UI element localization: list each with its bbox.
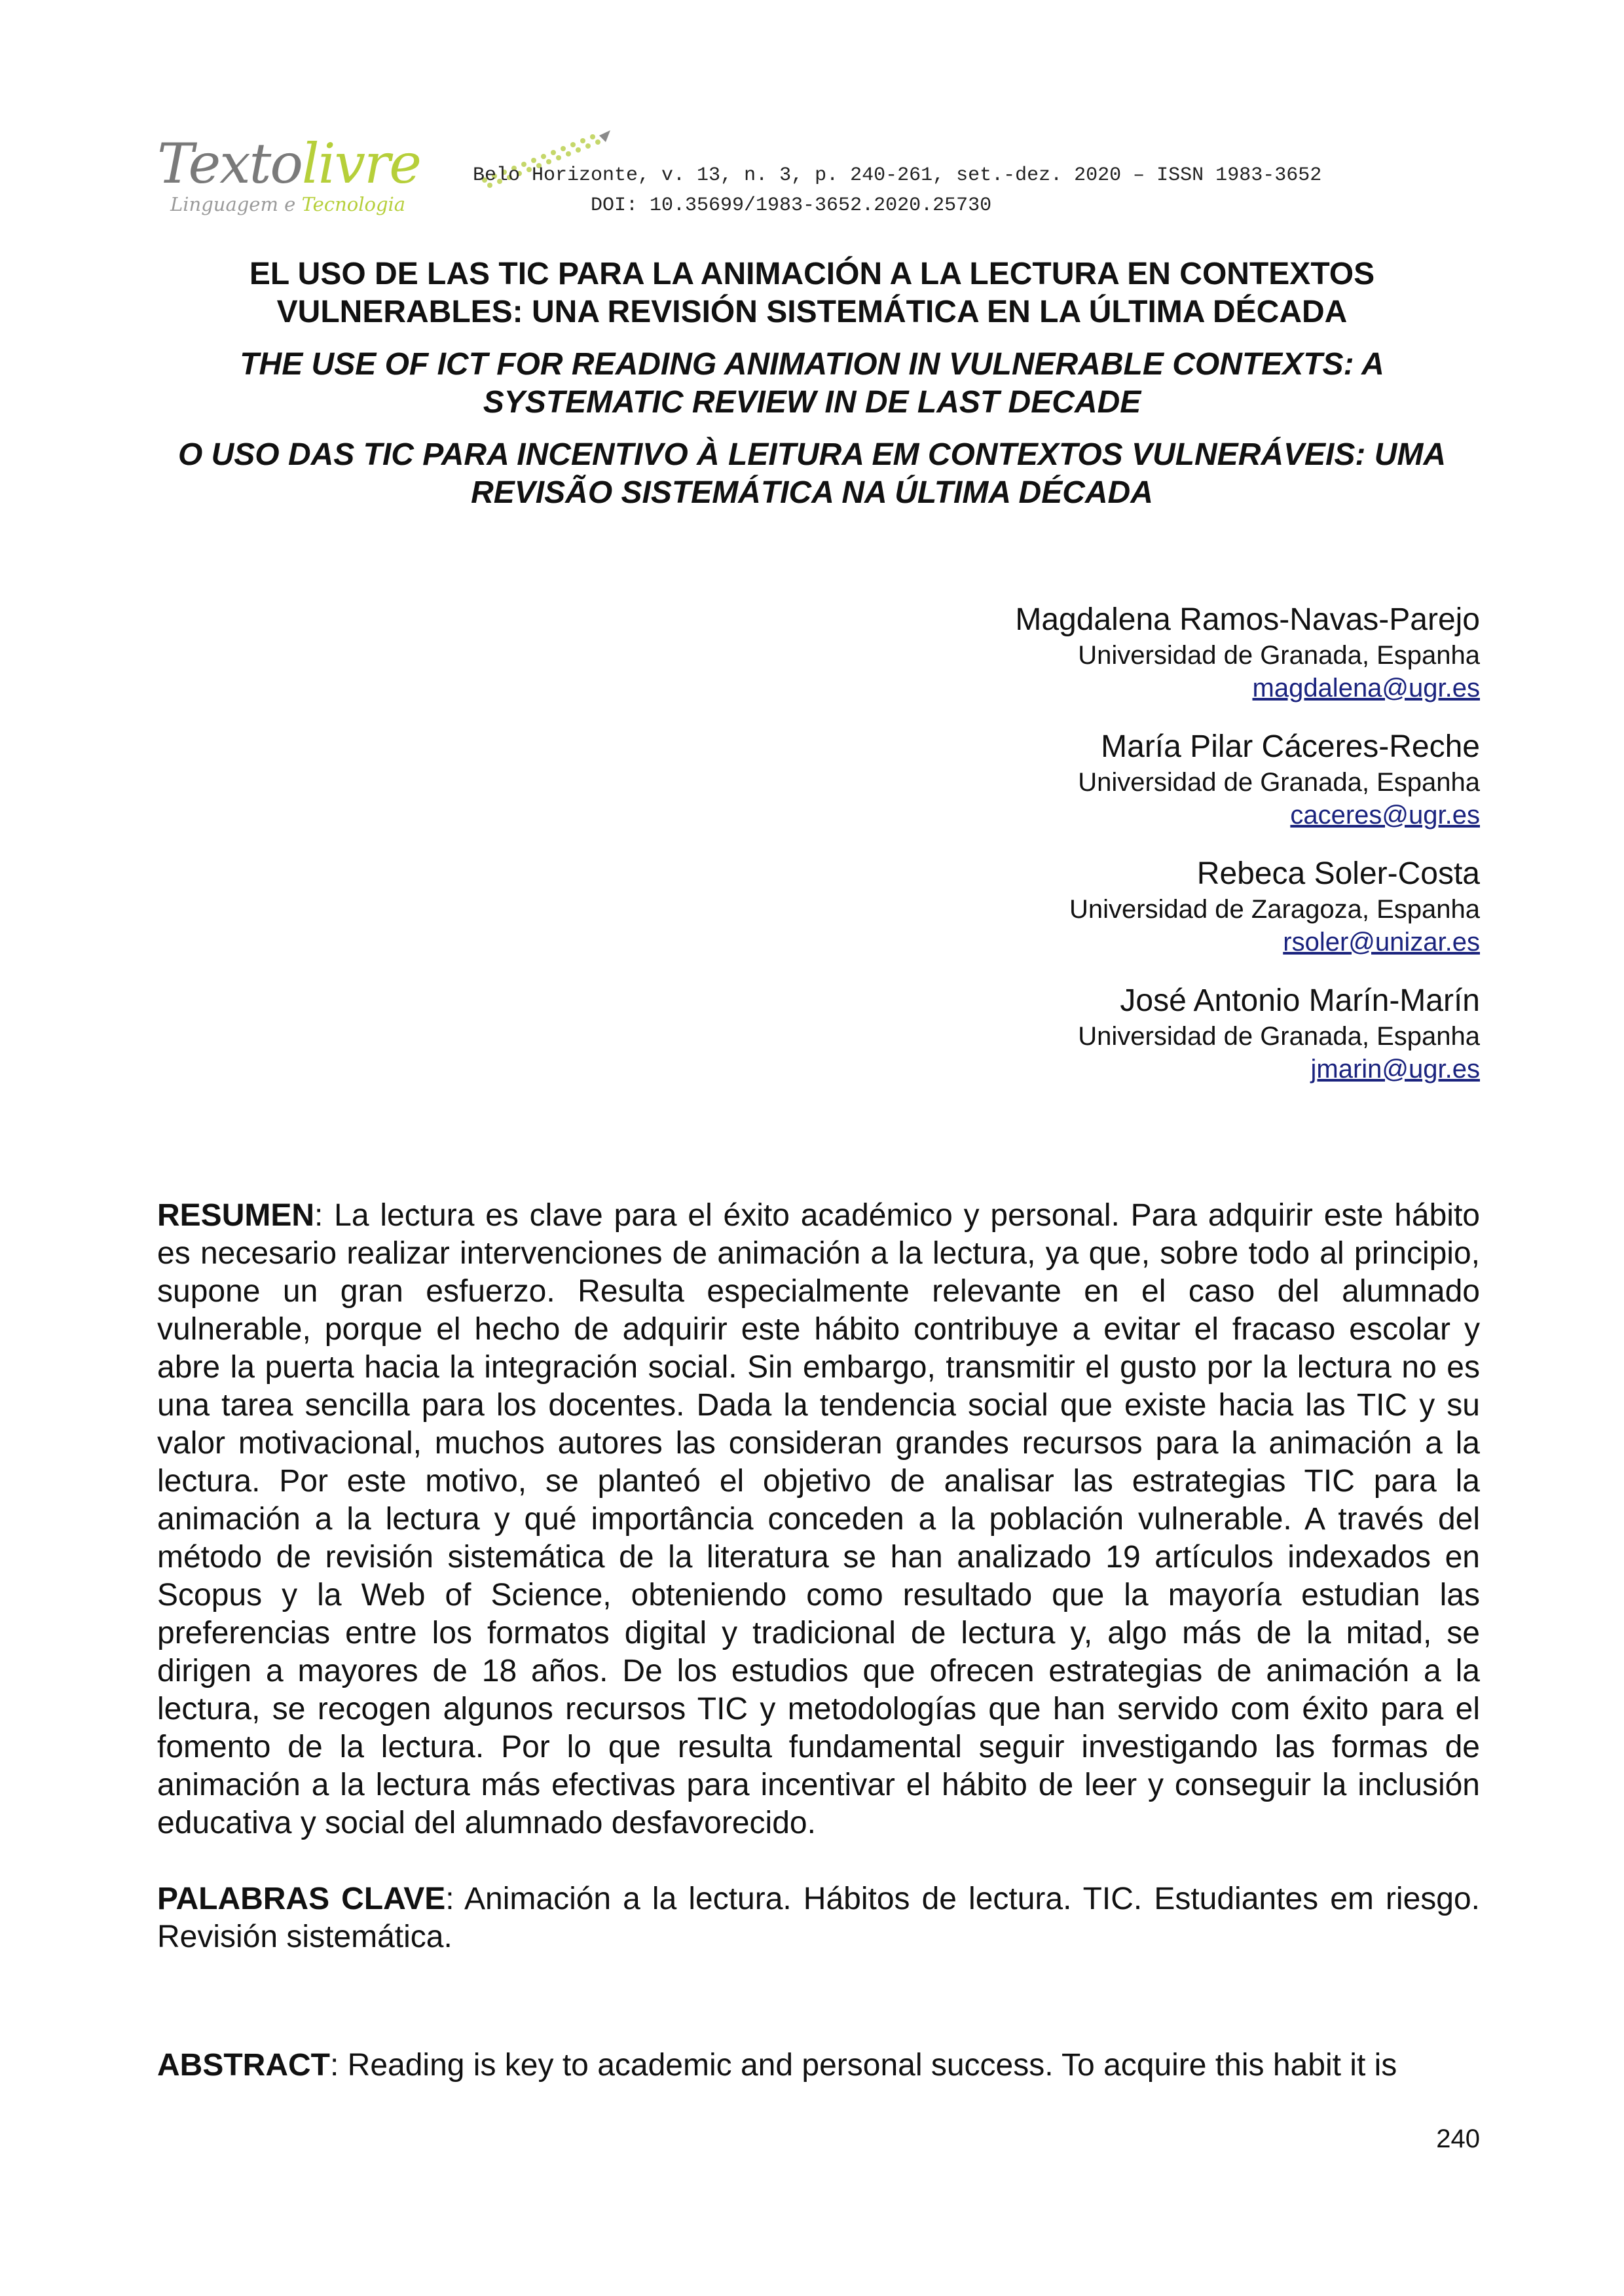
title-block: [157, 255, 1467, 526]
logo-wordmark: Textolivre: [157, 132, 420, 196]
logo-subtitle: Linguagem e Tecnologia: [170, 193, 406, 215]
keywords-paragraph: [157, 1880, 1480, 1956]
title-english: THE USE OF ICT FOR READING ANIMATION IN VULNERABLE CONTEXTS: A SYSTEMATIC REVIEW IN DE LAST DECADE: [240, 347, 1384, 420]
author-entry: [629, 601, 1480, 704]
journal-logo: [157, 128, 458, 226]
author-entry: [629, 982, 1480, 1085]
author-email-link[interactable]: magdalena@ugr.es: [1252, 674, 1480, 702]
title-spanish: EL USO DE LAS TIC PARA LA ANIMACIÓN A LA LECTURA EN CONTEXTOS VULNERABLES: UNA REVISIÓN SISTEMÁTICA EN LA ÚLTIMA DÉCADA: [249, 257, 1375, 329]
title-portuguese: O USO DAS TIC PARA INCENTIVO À LEITURA EM CONTEXTOS VULNERÁVEIS: UMA REVISÃO SISTEMÁTICA NA ÚLTIMA DÉCADA: [177, 437, 1447, 510]
abstract-paragraph: [157, 2047, 1480, 2085]
abstract-label: ABSTRACT: [157, 2048, 330, 2083]
page-number: 240: [1436, 2124, 1480, 2153]
author-affiliation: Universidad de Granada, Espanha: [1078, 768, 1480, 797]
author-affiliation: Universidad de Granada, Espanha: [1078, 1022, 1480, 1051]
keywords-text: : Animación a la lectura. Hábitos de lectura. TIC. Estudiantes em riesgo. Revisión sistemática.: [157, 1882, 1480, 1954]
author-email-link[interactable]: jmarin@ugr.es: [1310, 1055, 1480, 1084]
author-name: Rebeca Soler-Costa: [1196, 856, 1480, 891]
journal-header: [473, 160, 1429, 221]
author-entry: [629, 728, 1480, 831]
author-affiliation: Universidad de Granada, Espanha: [1078, 641, 1480, 670]
author-affiliation: Universidad de Zaragoza, Espanha: [1069, 895, 1480, 924]
author-name: Magdalena Ramos-Navas-Parejo: [1015, 602, 1480, 637]
author-list: [629, 601, 1480, 1109]
author-entry: [629, 855, 1480, 958]
keywords-label: PALABRAS CLAVE: [157, 1882, 446, 1916]
resumen-paragraph: [157, 1197, 1480, 1842]
resumen-text: : La lectura es clave para el éxito académico y personal. Para adquirir este hábito es necesario realizar intervenciones de animación a la lectura, ya que, sobre todo al principio, supone un gran esfuerzo. Resulta especialmente relevante en el caso del alumnado vulnerable, porque el hecho de adquirir este hábito contribuye a evitar el fracaso escolar y abre la puerta hacia la integración social. Sin embargo, transmitir el gusto por la lectura no es una tarea sencilla para los docentes. Dada la tendencia social que existe hacia las TIC y su valor motivacional, muchos autores las consideran grandes recursos para la animación a la lectura. Por este motivo, se planteó el objetivo de analisar las estrategias TIC para la animación a la lectura y qué importância conceden a la población vulnerable. A través del método de revisión sistemática de la literatura se han analizado 19 artículos indexados en Scopus y la Web of Science, obteniendo como resultado que la mayoría estudian las preferencias entre los formatos digital y tradicional de lectura y, algo más de la mitad, se dirigen a mayores de 18 años. De los estudios que ofrecen estrategias de animación a la lectura, se recogen algunos recursos TIC y metodologías que han servido com éxito para el fomento de la lectura. Por lo que resulta fundamental seguir investigando las formas de animación a la lectura más efectivas para incentivar el hábito de leer y conseguir la inclusión educativa y social del alumnado desfavorecido.: [157, 1198, 1480, 1840]
author-email-link[interactable]: caceres@ugr.es: [1290, 801, 1480, 829]
author-name: José Antonio Marín-Marín: [1120, 983, 1480, 1018]
abstract-text: : Reading is key to academic and personal success. To acquire this habit it is: [329, 2048, 1397, 2083]
journal-citation: Belo Horizonte, v. 13, n. 3, p. 240-261, set.-dez. 2020 – ISSN 1983-3652: [473, 164, 1322, 187]
journal-doi: DOI: 10.35699/1983-3652.2020.25730: [591, 194, 992, 217]
author-name: María Pilar Cáceres-Reche: [1101, 729, 1480, 764]
resumen-label: RESUMEN: [157, 1198, 315, 1233]
author-email-link[interactable]: rsoler@unizar.es: [1283, 928, 1480, 957]
